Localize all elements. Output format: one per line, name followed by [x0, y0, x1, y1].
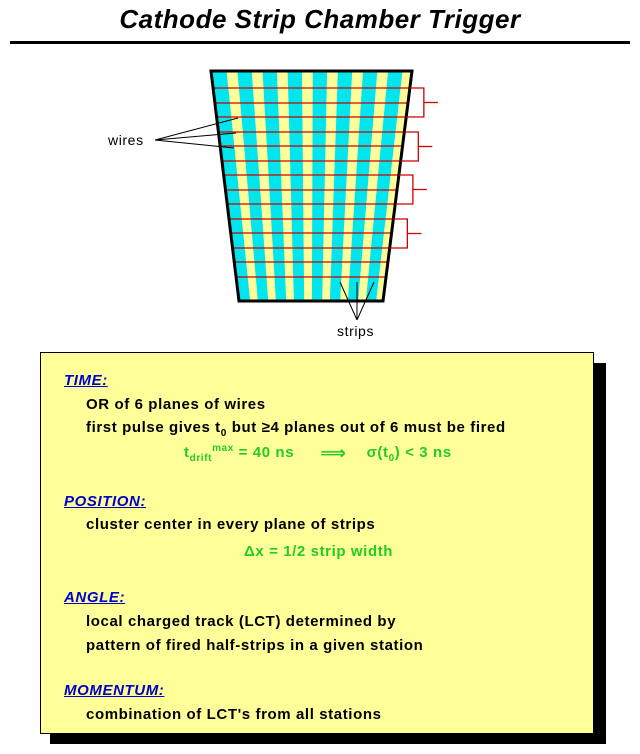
angle-heading: ANGLE:	[64, 589, 126, 606]
info-box	[40, 352, 594, 734]
position-heading: POSITION:	[64, 493, 147, 510]
momentum-heading: MOMENTUM:	[64, 682, 165, 699]
time-line-1: OR of 6 planes of wires	[86, 396, 266, 413]
momentum-line-1: combination of LCT's from all stations	[86, 706, 382, 723]
chamber-diagram	[0, 0, 640, 350]
strips-label: strips	[337, 323, 375, 339]
angle-line-2: pattern of fired half-strips in a given station	[86, 637, 424, 654]
time-equation: $t_{drift}^{max} = 40$ ns ⟹ $\sigma(t_0) < 3$ ns	[184, 443, 452, 464]
wires-label: wires	[108, 132, 144, 148]
time-heading: TIME:	[64, 372, 108, 389]
position-equation: Δx = 1/2 strip width	[244, 543, 394, 560]
angle-line-1: local charged track (LCT) determined by	[86, 613, 397, 630]
page-title: Cathode Strip Chamber Trigger	[119, 4, 521, 34]
time-line-2: first pulse gives $t_0$ but ≥4 planes out of 6 must be fired	[86, 419, 506, 439]
position-line-1: cluster center in every plane of strips	[86, 516, 376, 533]
